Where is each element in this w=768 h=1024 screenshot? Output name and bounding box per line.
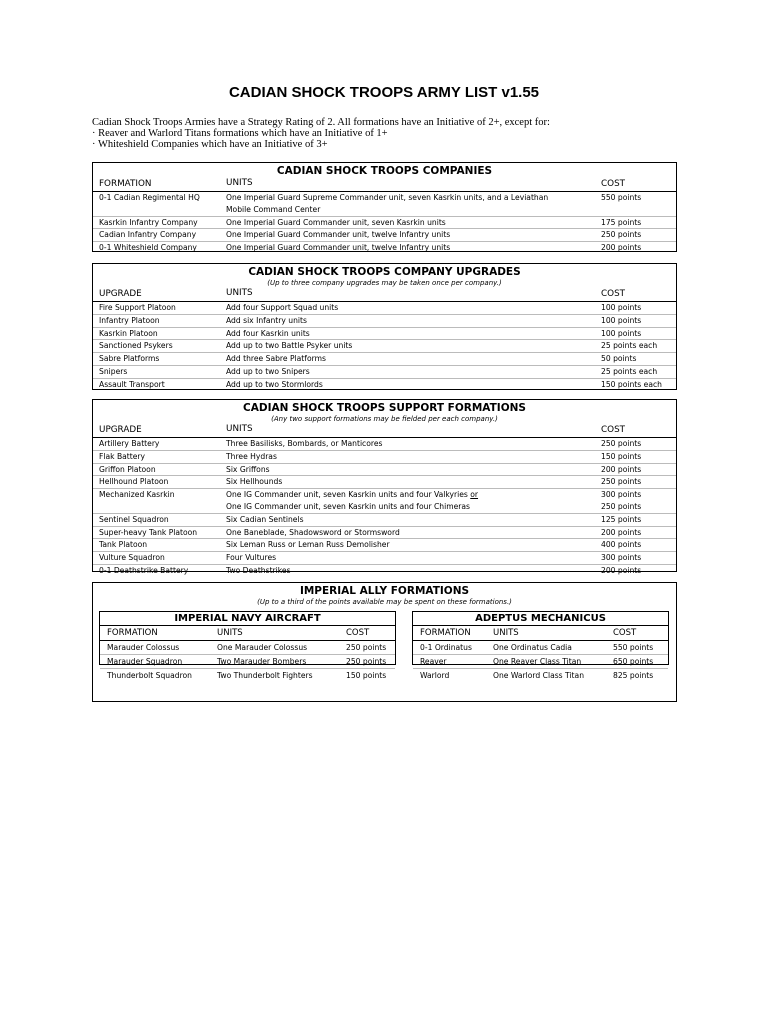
support-table	[92, 399, 677, 575]
row-name: Thunderbolt Squadron	[107, 671, 192, 680]
upgrades-subtitle: (Up to three company upgrades may be taken once per company.)	[267, 279, 502, 287]
upgrades-table	[92, 263, 677, 390]
row-name: Sanctioned Psykers	[99, 341, 173, 351]
header-cost: COST	[601, 179, 626, 189]
row-name: 0-1 Whiteshield Company	[99, 243, 197, 253]
bullet-text: Reaver and Warlord Titans formations which have an Initiative of 1+	[98, 128, 388, 139]
bullet-text: Whiteshield Companies which have an Initiative of 3+	[97, 139, 328, 150]
row-name: Kasrkin Infantry Company	[99, 217, 198, 227]
row-name: 0-1 Cadian Regimental HQ	[99, 193, 200, 202]
row-name: Marauder Squadron	[107, 657, 183, 666]
table-row	[93, 229, 676, 242]
row-units: Six Leman Russ or Leman Russ Demolisher	[226, 540, 390, 550]
row-units-text: One IG Commander unit, seven Kasrkin units and four Valkyries	[226, 490, 468, 500]
table-header	[93, 424, 676, 438]
row-name: Reaver	[420, 657, 447, 666]
table-row	[93, 501, 676, 514]
or-text: or	[470, 490, 479, 500]
header-upgrade: UPGRADE	[99, 289, 142, 299]
table-header	[413, 626, 668, 640]
header-units: UNITS	[493, 628, 519, 638]
row-cost: 100 points	[601, 303, 642, 312]
row-cost: 250 points	[601, 477, 642, 487]
header-units: UNITS	[226, 288, 253, 298]
row-units: Six Hellhounds	[226, 477, 283, 487]
row-units: One IG Commander unit, seven Kasrkin units and four Chimeras	[226, 501, 471, 511]
header-cost: COST	[601, 289, 626, 299]
row-name: Artillery Battery	[99, 439, 160, 448]
row-units: Add up to two Snipers	[226, 366, 310, 376]
row-cost: 825 points	[613, 671, 654, 680]
row-cost: 300 points	[601, 490, 642, 500]
row-cost: 150 points	[346, 671, 387, 680]
row-cost: 175 points	[601, 217, 642, 227]
intro-line: Cadian Shock Troops Armies have a Strategy Rating of 2. All formations have an Initiative of 2+, except for:	[92, 117, 550, 128]
header-upgrade: UPGRADE	[99, 425, 142, 435]
row-cost: 250 points	[601, 501, 642, 511]
row-name: Assault Transport	[99, 379, 165, 389]
table-row	[413, 668, 668, 682]
table-row	[100, 640, 395, 654]
table-header	[93, 178, 676, 192]
row-units	[226, 489, 566, 501]
row-units: One Marauder Colossus	[217, 643, 308, 652]
header-units: UNITS	[217, 628, 243, 638]
table-row	[93, 340, 676, 353]
row-name: Sabre Platforms	[99, 354, 160, 364]
row-cost: 650 points	[613, 657, 654, 666]
support-subtitle: (Any two support formations may be fielded per each company.)	[271, 415, 498, 423]
row-cost: 200 points	[601, 527, 642, 537]
row-cost: 50 points	[601, 354, 637, 364]
row-cost: 300 points	[601, 553, 642, 563]
row-cost: 150 points each	[601, 379, 662, 389]
table-row	[93, 242, 676, 254]
header-cost: COST	[346, 628, 370, 638]
row-units: One Imperial Guard Commander unit, seven Kasrkin units	[226, 217, 446, 227]
row-units: Three Basilisks, Bombards, or Manticores	[226, 439, 383, 448]
table-row	[93, 489, 676, 501]
row-units: One Reaver Class Titan	[493, 657, 582, 666]
row-cost: 250 points	[346, 643, 387, 652]
table-row	[93, 514, 676, 527]
table-row	[93, 438, 676, 451]
row-name: Mechanized Kasrkin	[99, 490, 175, 500]
row-name: Vulture Squadron	[99, 553, 165, 563]
table-row	[93, 366, 676, 379]
row-name: 0-1 Ordinatus	[420, 643, 472, 652]
row-units: Two Thunderbolt Fighters	[217, 671, 313, 680]
row-name: Sentinel Squadron	[99, 514, 169, 524]
row-name: Warlord	[420, 671, 450, 680]
mechanicus-table	[412, 611, 669, 680]
table-row	[93, 527, 676, 540]
row-units: Add up to two Stormlords	[226, 379, 323, 389]
table-row	[93, 315, 676, 328]
row-name: Flak Battery	[99, 451, 146, 461]
row-cost: 100 points	[601, 328, 642, 338]
row-name: 0-1 Deathstrike Battery	[99, 565, 189, 575]
table-row	[93, 353, 676, 366]
intro-text	[92, 117, 692, 150]
row-cost: 250 points	[346, 657, 387, 666]
header-formation: FORMATION	[99, 179, 152, 189]
row-units: Six Cadian Sentinels	[226, 514, 304, 524]
table-row	[93, 379, 676, 391]
row-units: One Baneblade, Shadowsword or Stormsword	[226, 527, 400, 537]
ally-formations	[92, 582, 677, 702]
row-units: Two Deathstrikes	[226, 565, 291, 575]
row-units: Add three Sabre Platforms	[226, 354, 326, 364]
row-units: Four Vultures	[226, 553, 277, 563]
upgrades-title: CADIAN SHOCK TROOPS COMPANY UPGRADES	[248, 266, 521, 278]
companies-table	[92, 162, 677, 252]
table-row	[100, 668, 395, 682]
bullet-dot: ·	[92, 139, 96, 150]
row-name: Fire Support Platoon	[99, 303, 176, 312]
row-cost: 250 points	[601, 439, 642, 448]
table-row	[413, 654, 668, 668]
ally-subtitle: (Up to a third of the points available may be spent on these formations.)	[257, 598, 512, 606]
header-cost: COST	[601, 425, 626, 435]
row-cost: 250 points	[601, 230, 642, 240]
row-units: Add four Kasrkin units	[226, 328, 310, 338]
row-name: Griffon Platoon	[99, 464, 156, 474]
table-row	[93, 192, 676, 217]
row-units: One Ordinatus Cadia	[493, 643, 572, 652]
row-name: Snipers	[99, 366, 128, 376]
table-row	[93, 565, 676, 577]
row-name: Kasrkin Platoon	[99, 328, 158, 338]
row-units: One Imperial Guard Commander unit, twelve Infantry units	[226, 243, 451, 253]
row-units: One Warlord Class Titan	[493, 671, 585, 680]
row-units: Six Griffons	[226, 464, 270, 474]
row-cost: 25 points each	[601, 341, 658, 351]
table-header	[93, 288, 676, 302]
row-name: Cadian Infantry Company	[99, 230, 197, 240]
mechanicus-title: ADEPTUS MECHANICUS	[413, 612, 668, 626]
row-units: One Imperial Guard Commander unit, twelve Infantry units	[226, 230, 451, 240]
table-row	[93, 302, 676, 315]
table-row	[93, 539, 676, 552]
page-title: CADIAN SHOCK TROOPS ARMY LIST v1.55	[228, 84, 540, 101]
table-header	[100, 626, 395, 640]
row-units: Add up to two Battle Psyker units	[226, 341, 353, 351]
row-name: Marauder Colossus	[107, 643, 180, 652]
row-cost: 200 points	[601, 243, 642, 253]
header-formation: FORMATION	[107, 628, 158, 638]
row-cost: 100 points	[601, 315, 642, 325]
row-cost: 125 points	[601, 514, 642, 524]
row-cost: 200 points	[601, 464, 642, 474]
table-row	[413, 640, 668, 654]
row-name: Super-heavy Tank Platoon	[99, 527, 198, 537]
table-row	[93, 451, 676, 464]
row-units: Add six Infantry units	[226, 315, 307, 325]
bullet-dot: ·	[92, 128, 96, 139]
row-units: Two Marauder Bombers	[217, 657, 307, 666]
header-formation: FORMATION	[420, 628, 471, 638]
table-row	[100, 654, 395, 668]
row-cost: 400 points	[601, 540, 642, 550]
ally-title: IMPERIAL ALLY FORMATIONS	[299, 585, 470, 597]
table-row	[93, 328, 676, 341]
companies-title: CADIAN SHOCK TROOPS COMPANIES	[276, 165, 493, 177]
table-row	[93, 476, 676, 489]
header-cost: COST	[613, 628, 637, 638]
header-units: UNITS	[226, 424, 253, 434]
row-cost: 150 points	[601, 451, 642, 461]
table-row	[93, 464, 676, 477]
row-name: Infantry Platoon	[99, 315, 160, 325]
intro-bullet	[92, 139, 692, 150]
row-units: One Imperial Guard Supreme Commander unit, seven Kasrkin units, and a Leviathan Mobile Command Center	[226, 193, 549, 214]
row-cost: 25 points each	[601, 366, 658, 376]
row-name: Hellhound Platoon	[99, 477, 169, 487]
row-units: Add four Support Squad units	[226, 303, 339, 312]
table-row	[93, 552, 676, 565]
row-name: Tank Platoon	[99, 540, 148, 550]
row-cost: 550 points	[601, 193, 642, 202]
navy-table	[99, 611, 396, 680]
support-title: CADIAN SHOCK TROOPS SUPPORT FORMATIONS	[243, 402, 526, 414]
row-cost: 550 points	[613, 643, 654, 652]
table-row	[93, 217, 676, 230]
intro-bullet	[92, 128, 692, 139]
header-units: UNITS	[226, 178, 253, 188]
navy-title: IMPERIAL NAVY AIRCRAFT	[100, 612, 395, 626]
row-cost: 200 points	[601, 565, 642, 575]
row-units: Three Hydras	[226, 451, 277, 461]
